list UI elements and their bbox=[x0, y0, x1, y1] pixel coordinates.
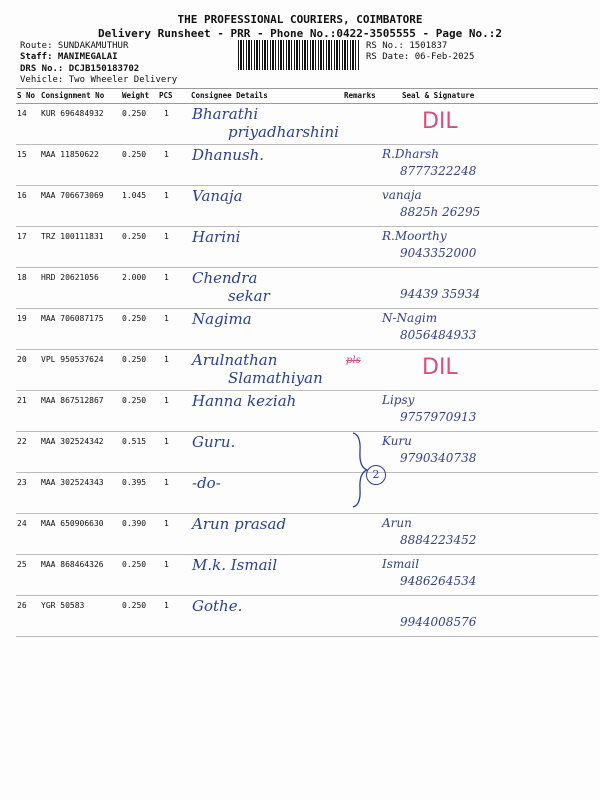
phone-number: 8777322248 bbox=[400, 164, 477, 178]
row-consignment: MAA 706087175 bbox=[41, 314, 104, 323]
row-sno: 26 bbox=[17, 601, 27, 610]
table-row bbox=[16, 185, 598, 227]
drs-number: DRS No.: DCJB150183702 bbox=[20, 64, 140, 74]
table-row bbox=[16, 472, 598, 514]
consignee-name: Chendra bbox=[192, 269, 258, 287]
group-count-mark: 2 bbox=[366, 465, 386, 485]
row-sno: 21 bbox=[17, 396, 27, 405]
table-header bbox=[16, 88, 598, 104]
phone-number: 8825h 26295 bbox=[400, 205, 481, 219]
row-weight: 0.250 bbox=[122, 314, 147, 323]
row-pcs: 1 bbox=[164, 191, 169, 200]
row-pcs: 1 bbox=[164, 478, 169, 487]
signature: Ismail bbox=[382, 557, 420, 571]
consignee-name: Bharathi bbox=[192, 105, 259, 123]
row-weight: 0.250 bbox=[122, 601, 147, 610]
signature: vanaja bbox=[382, 188, 422, 202]
row-sno: 22 bbox=[17, 437, 27, 446]
route-label: Route: SUNDAKAMUTHUR bbox=[20, 41, 129, 51]
phone-number: 8884223452 bbox=[400, 533, 477, 547]
consignee-name: Vanaja bbox=[192, 187, 243, 205]
row-weight: 0.395 bbox=[122, 478, 147, 487]
row-consignment: KUR 696484932 bbox=[41, 109, 104, 118]
table-row bbox=[16, 431, 598, 481]
row-consignment: MAA 706673069 bbox=[41, 191, 104, 200]
phone-number: 9757970913 bbox=[400, 410, 477, 424]
row-weight: 0.390 bbox=[122, 519, 147, 528]
table-row bbox=[16, 144, 598, 186]
consignee-name: M.k. Ismail bbox=[192, 556, 278, 574]
table-row bbox=[16, 226, 598, 268]
row-weight: 0.250 bbox=[122, 560, 147, 569]
row-consignment: YGR 50583 bbox=[41, 601, 85, 610]
row-pcs: 1 bbox=[164, 601, 169, 610]
consignee-name: Hanna keziah bbox=[192, 392, 297, 410]
row-sno: 23 bbox=[17, 478, 27, 487]
signature: N-Nagim bbox=[382, 311, 438, 325]
row-sno: 15 bbox=[17, 150, 27, 159]
table-row bbox=[16, 308, 598, 350]
signature: R.Moorthy bbox=[382, 229, 447, 243]
remark-text: pls bbox=[346, 355, 361, 366]
row-pcs: 1 bbox=[164, 519, 169, 528]
row-pcs: 1 bbox=[164, 396, 169, 405]
rs-number: RS No.: 1501837 bbox=[366, 41, 448, 51]
row-pcs: 1 bbox=[164, 437, 169, 446]
consignee-name: Guru. bbox=[192, 433, 236, 451]
row-pcs: 1 bbox=[164, 273, 169, 282]
row-pcs: 1 bbox=[164, 560, 169, 569]
row-consignment: MAA 302524342 bbox=[41, 437, 104, 446]
col-consignee: Consignee Details bbox=[191, 91, 268, 100]
consignee-name-line2: sekar bbox=[228, 287, 270, 305]
row-consignment: VPL 950537624 bbox=[41, 355, 104, 364]
col-weight: Weight bbox=[122, 91, 150, 100]
row-consignment: MAA 11850622 bbox=[41, 150, 99, 159]
row-sno: 25 bbox=[17, 560, 27, 569]
consignee-name-line2: priyadharshini bbox=[228, 123, 339, 141]
row-sno: 20 bbox=[17, 355, 27, 364]
row-consignment: MAA 867512867 bbox=[41, 396, 104, 405]
table-row bbox=[16, 595, 598, 637]
row-sno: 18 bbox=[17, 273, 27, 282]
consignee-name: Arulnathan bbox=[192, 351, 278, 369]
phone-number: 9486264534 bbox=[400, 574, 477, 588]
row-sno: 19 bbox=[17, 314, 27, 323]
phone-number: 8056484933 bbox=[400, 328, 477, 342]
rs-date: RS Date: 06-Feb-2025 bbox=[366, 52, 475, 62]
col-sno: S No bbox=[17, 91, 36, 100]
phone-number: 9944008576 bbox=[400, 615, 477, 629]
consignee-name: Dhanush. bbox=[192, 146, 265, 164]
consignee-name: Gothe. bbox=[192, 597, 243, 615]
vehicle-label: Vehicle: Two Wheeler Delivery bbox=[20, 75, 178, 85]
consignee-name: -do- bbox=[192, 474, 221, 492]
row-weight: 1.045 bbox=[122, 191, 147, 200]
row-consignment: MAA 650906630 bbox=[41, 519, 104, 528]
consignee-name: Arun prasad bbox=[192, 515, 287, 533]
row-pcs: 1 bbox=[164, 232, 169, 241]
row-consignment: TRZ 100111831 bbox=[41, 232, 104, 241]
table-row bbox=[16, 103, 598, 145]
row-weight: 0.250 bbox=[122, 109, 147, 118]
row-consignment: HRD 20621056 bbox=[41, 273, 99, 282]
dil-mark: DIL bbox=[422, 109, 458, 134]
row-weight: 0.250 bbox=[122, 232, 147, 241]
phone-number: 9043352000 bbox=[400, 246, 477, 260]
row-pcs: 1 bbox=[164, 150, 169, 159]
row-sno: 14 bbox=[17, 109, 27, 118]
row-pcs: 1 bbox=[164, 314, 169, 323]
table-row bbox=[16, 267, 598, 309]
dil-mark: DIL bbox=[422, 355, 458, 380]
consignee-name-line2: Slamathiyan bbox=[228, 369, 323, 387]
row-sno: 24 bbox=[17, 519, 27, 528]
company-title: THE PROFESSIONAL COURIERS, COIMBATORE bbox=[177, 13, 423, 26]
table-row bbox=[16, 390, 598, 432]
row-weight: 0.515 bbox=[122, 437, 147, 446]
table-row bbox=[16, 513, 598, 555]
row-weight: 0.250 bbox=[122, 355, 147, 364]
signature: Arun bbox=[382, 516, 412, 530]
consignee-name: Nagima bbox=[192, 310, 252, 328]
table-row bbox=[16, 554, 598, 596]
row-consignment: MAA 302524343 bbox=[41, 478, 104, 487]
signature: Kuru bbox=[382, 434, 412, 448]
col-remarks: Remarks bbox=[344, 91, 376, 100]
phone-number: 9790340738 bbox=[400, 451, 477, 465]
row-pcs: 1 bbox=[164, 355, 169, 364]
runsheet-subtitle: Delivery Runsheet - PRR - Phone No.:0422-3505555 - Page No.:2 bbox=[98, 27, 502, 40]
barcode bbox=[238, 40, 360, 70]
row-sno: 17 bbox=[17, 232, 27, 241]
row-pcs: 1 bbox=[164, 109, 169, 118]
staff-label: Staff: MANIMEGALAI bbox=[20, 52, 118, 62]
col-consignment: Consignment No bbox=[41, 91, 105, 100]
signature: Lipsy bbox=[382, 393, 415, 407]
col-pcs: PCS bbox=[159, 91, 173, 100]
row-sno: 16 bbox=[17, 191, 27, 200]
signature: R.Dharsh bbox=[382, 147, 439, 161]
table-row bbox=[16, 349, 598, 391]
row-weight: 0.250 bbox=[122, 150, 147, 159]
row-weight: 0.250 bbox=[122, 396, 147, 405]
row-consignment: MAA 868464326 bbox=[41, 560, 104, 569]
consignee-name: Harini bbox=[192, 228, 241, 246]
col-seal: Seal & Signature bbox=[402, 91, 475, 100]
row-weight: 2.000 bbox=[122, 273, 147, 282]
phone-number: 94439 35934 bbox=[400, 287, 481, 301]
